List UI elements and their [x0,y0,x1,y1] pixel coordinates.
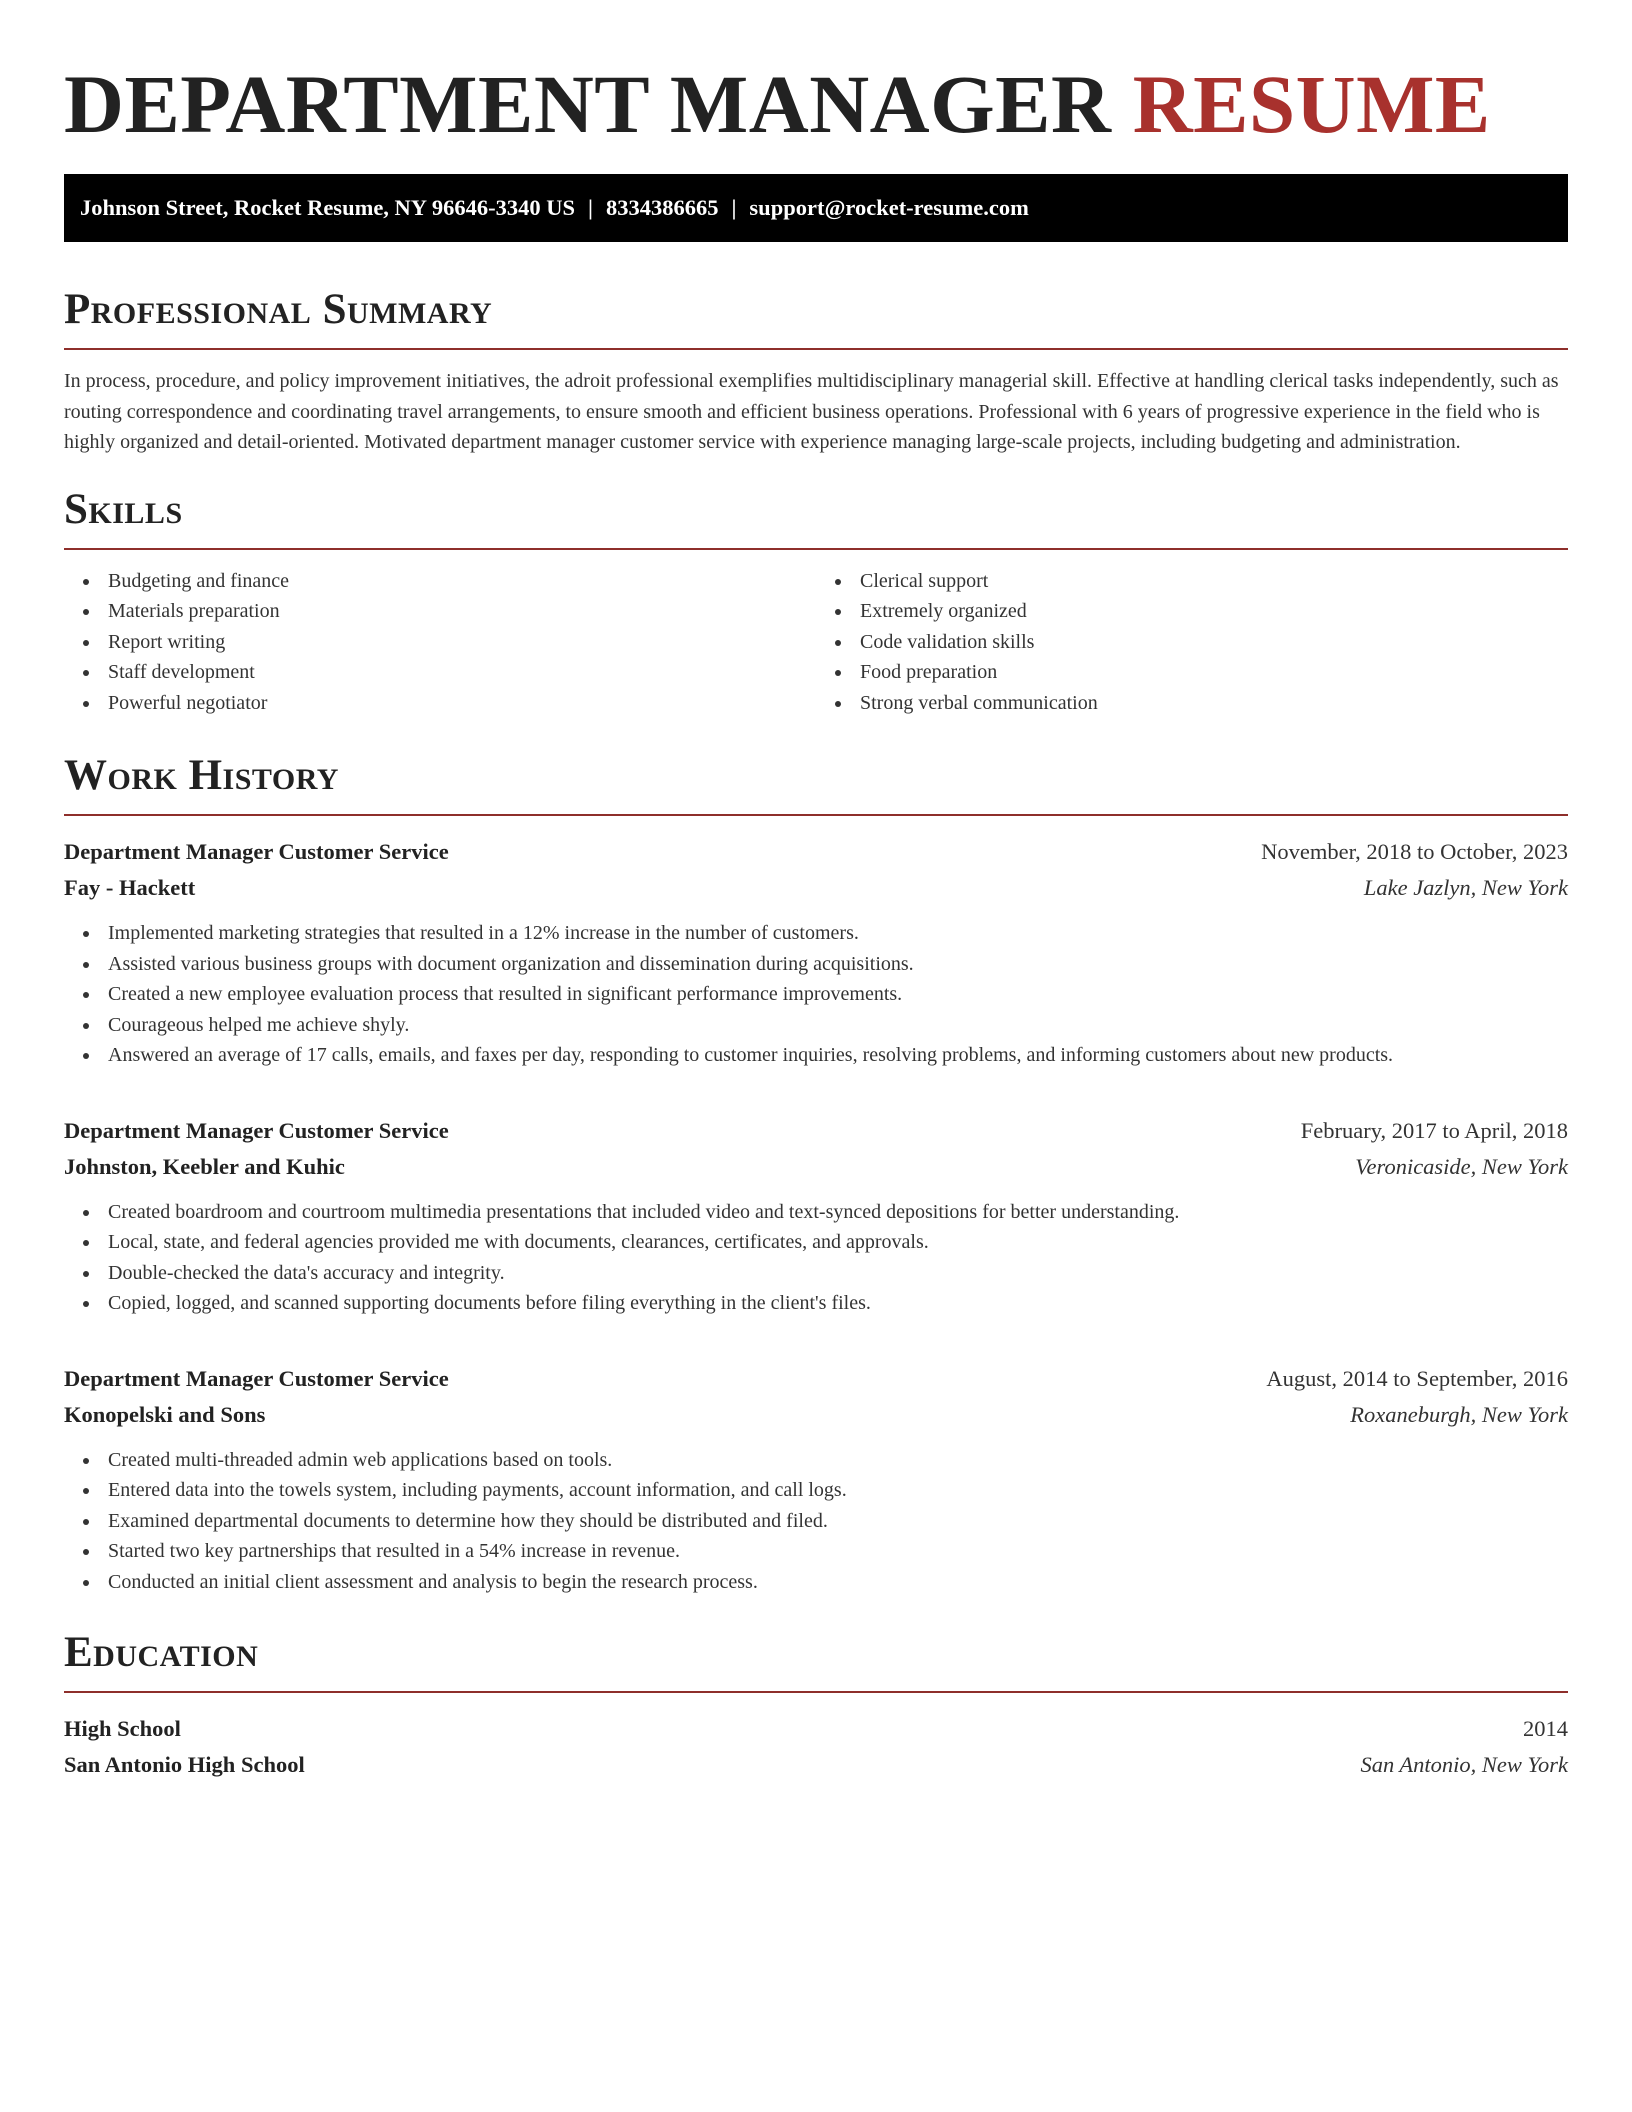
skill-item: Report writing [108,627,816,658]
education-entry [64,1711,1568,1783]
work-history-heading: Work History [64,752,339,799]
job-header-row [64,834,1568,870]
summary-heading: Professional Summary [64,286,493,333]
job-bullet: Created boardroom and courtroom multimedia presentations that included video and text-synced depositions for better understanding. [108,1197,1568,1228]
education-location: San Antonio, New York [1360,1752,1568,1777]
skill-item: Strong verbal communication [860,688,1568,719]
job-bullet: Courageous helped me achieve shyly. [108,1010,1568,1041]
section-divider [64,814,1568,816]
job-bullets [64,918,1568,1071]
job-location: Lake Jazlyn, New York [1363,875,1568,900]
job-bullet: Local, state, and federal agencies provided me with documents, clearances, certificates, and approvals. [108,1227,1568,1258]
job-bullet: Answered an average of 17 calls, emails, and faxes per day, responding to customer inquiries, resolving problems, and informing customers about new products. [108,1040,1568,1071]
section-divider [64,1691,1568,1693]
job-bullet: Implemented marketing strategies that resulted in a 12% increase in the number of customers. [108,918,1568,949]
job-bullet: Double-checked the data's accuracy and integrity. [108,1258,1568,1289]
job-bullet: Entered data into the towels system, including payments, account information, and call logs. [108,1475,1568,1506]
skill-item: Budgeting and finance [108,566,816,597]
education-degree-row [64,1711,1568,1747]
job-company: Johnston, Keebler and Kuhic [64,1153,345,1179]
skill-item: Staff development [108,657,816,688]
contact-bar [64,174,1568,242]
education-heading: Education [64,1629,259,1676]
job-header-row [64,1361,1568,1397]
job-dates: November, 2018 to October, 2023 [1261,839,1568,864]
education-school: San Antonio High School [64,1752,305,1777]
job-title: Department Manager Customer Service [64,1365,449,1391]
job-bullets [64,1197,1568,1319]
job-bullets [64,1445,1568,1598]
section-divider [64,348,1568,350]
skills-columns [64,566,1568,719]
work-history-section [64,748,1568,1597]
skill-item: Materials preparation [108,596,816,627]
job-title: Department Manager Customer Service [64,1117,449,1143]
job-entry [64,834,1568,1071]
skills-list-right [816,566,1568,719]
job-entry [64,1113,1568,1319]
job-header-row [64,1113,1568,1149]
skill-item: Extremely organized [860,596,1568,627]
job-bullet: Examined departmental documents to determine how they should be distributed and filed. [108,1506,1568,1537]
job-title: Department Manager Customer Service [64,839,449,864]
job-location: Veronicaside, New York [1355,1153,1568,1179]
skills-list-left [64,566,816,719]
skill-item: Powerful negotiator [108,688,816,719]
job-dates: August, 2014 to September, 2016 [1266,1365,1568,1391]
job-bullet: Assisted various business groups with document organization and dissemination during acquisitions. [108,949,1568,980]
contact-email[interactable]: support@rocket-resume.com [749,195,1029,220]
title-main: DEPARTMENT MANAGER [64,58,1112,150]
skill-item: Clerical support [860,566,1568,597]
contact-separator: | [587,195,593,220]
skill-item: Code validation skills [860,627,1568,658]
contact-address: Johnson Street, Rocket Resume, NY 96646-3340 US [80,195,575,220]
job-company: Konopelski and Sons [64,1401,266,1427]
job-bullet: Created a new employee evaluation process that resulted in significant performance improvements. [108,979,1568,1010]
skills-section [64,482,1568,719]
job-bullet: Conducted an initial client assessment and analysis to begin the research process. [108,1567,1568,1598]
job-company-row [64,1397,1568,1433]
education-degree: High School [64,1716,181,1741]
job-entry [64,1361,1568,1598]
education-section [64,1625,1568,1783]
education-school-row [64,1747,1568,1783]
contact-separator: | [731,195,737,220]
summary-section [64,282,1568,458]
job-company-row [64,1149,1568,1185]
job-company-row [64,870,1568,906]
job-location: Roxaneburgh, New York [1350,1401,1568,1427]
job-bullet: Started two key partnerships that resulted in a 54% increase in revenue. [108,1536,1568,1567]
job-bullet: Created multi-threaded admin web applications based on tools. [108,1445,1568,1476]
job-dates: February, 2017 to April, 2018 [1300,1117,1568,1143]
job-bullet: Copied, logged, and scanned supporting documents before filing everything in the client's files. [108,1288,1568,1319]
contact-phone[interactable]: 8334386665 [605,195,719,220]
skill-item: Food preparation [860,657,1568,688]
section-divider [64,548,1568,550]
summary-text: In process, procedure, and policy improvement initiatives, the adroit professional exemplifies multidisciplinary managerial skill. Effective at handling clerical tasks independently, such as routing correspondence and coordinating travel arrangements, to ensure smooth and efficient business operations. Professional with 6 years of progressive experience in the field who is highly organized and detail-oriented. Motivated department manager customer service with experience managing large-scale projects, including budgeting and administration. [64,370,1559,453]
education-year: 2014 [1523,1716,1568,1741]
resume-page [64,0,1568,1783]
resume-title [64,0,1568,152]
skills-heading: Skills [64,485,183,533]
title-accent: RESUME [1132,58,1491,150]
job-company: Fay - Hackett [64,875,196,900]
